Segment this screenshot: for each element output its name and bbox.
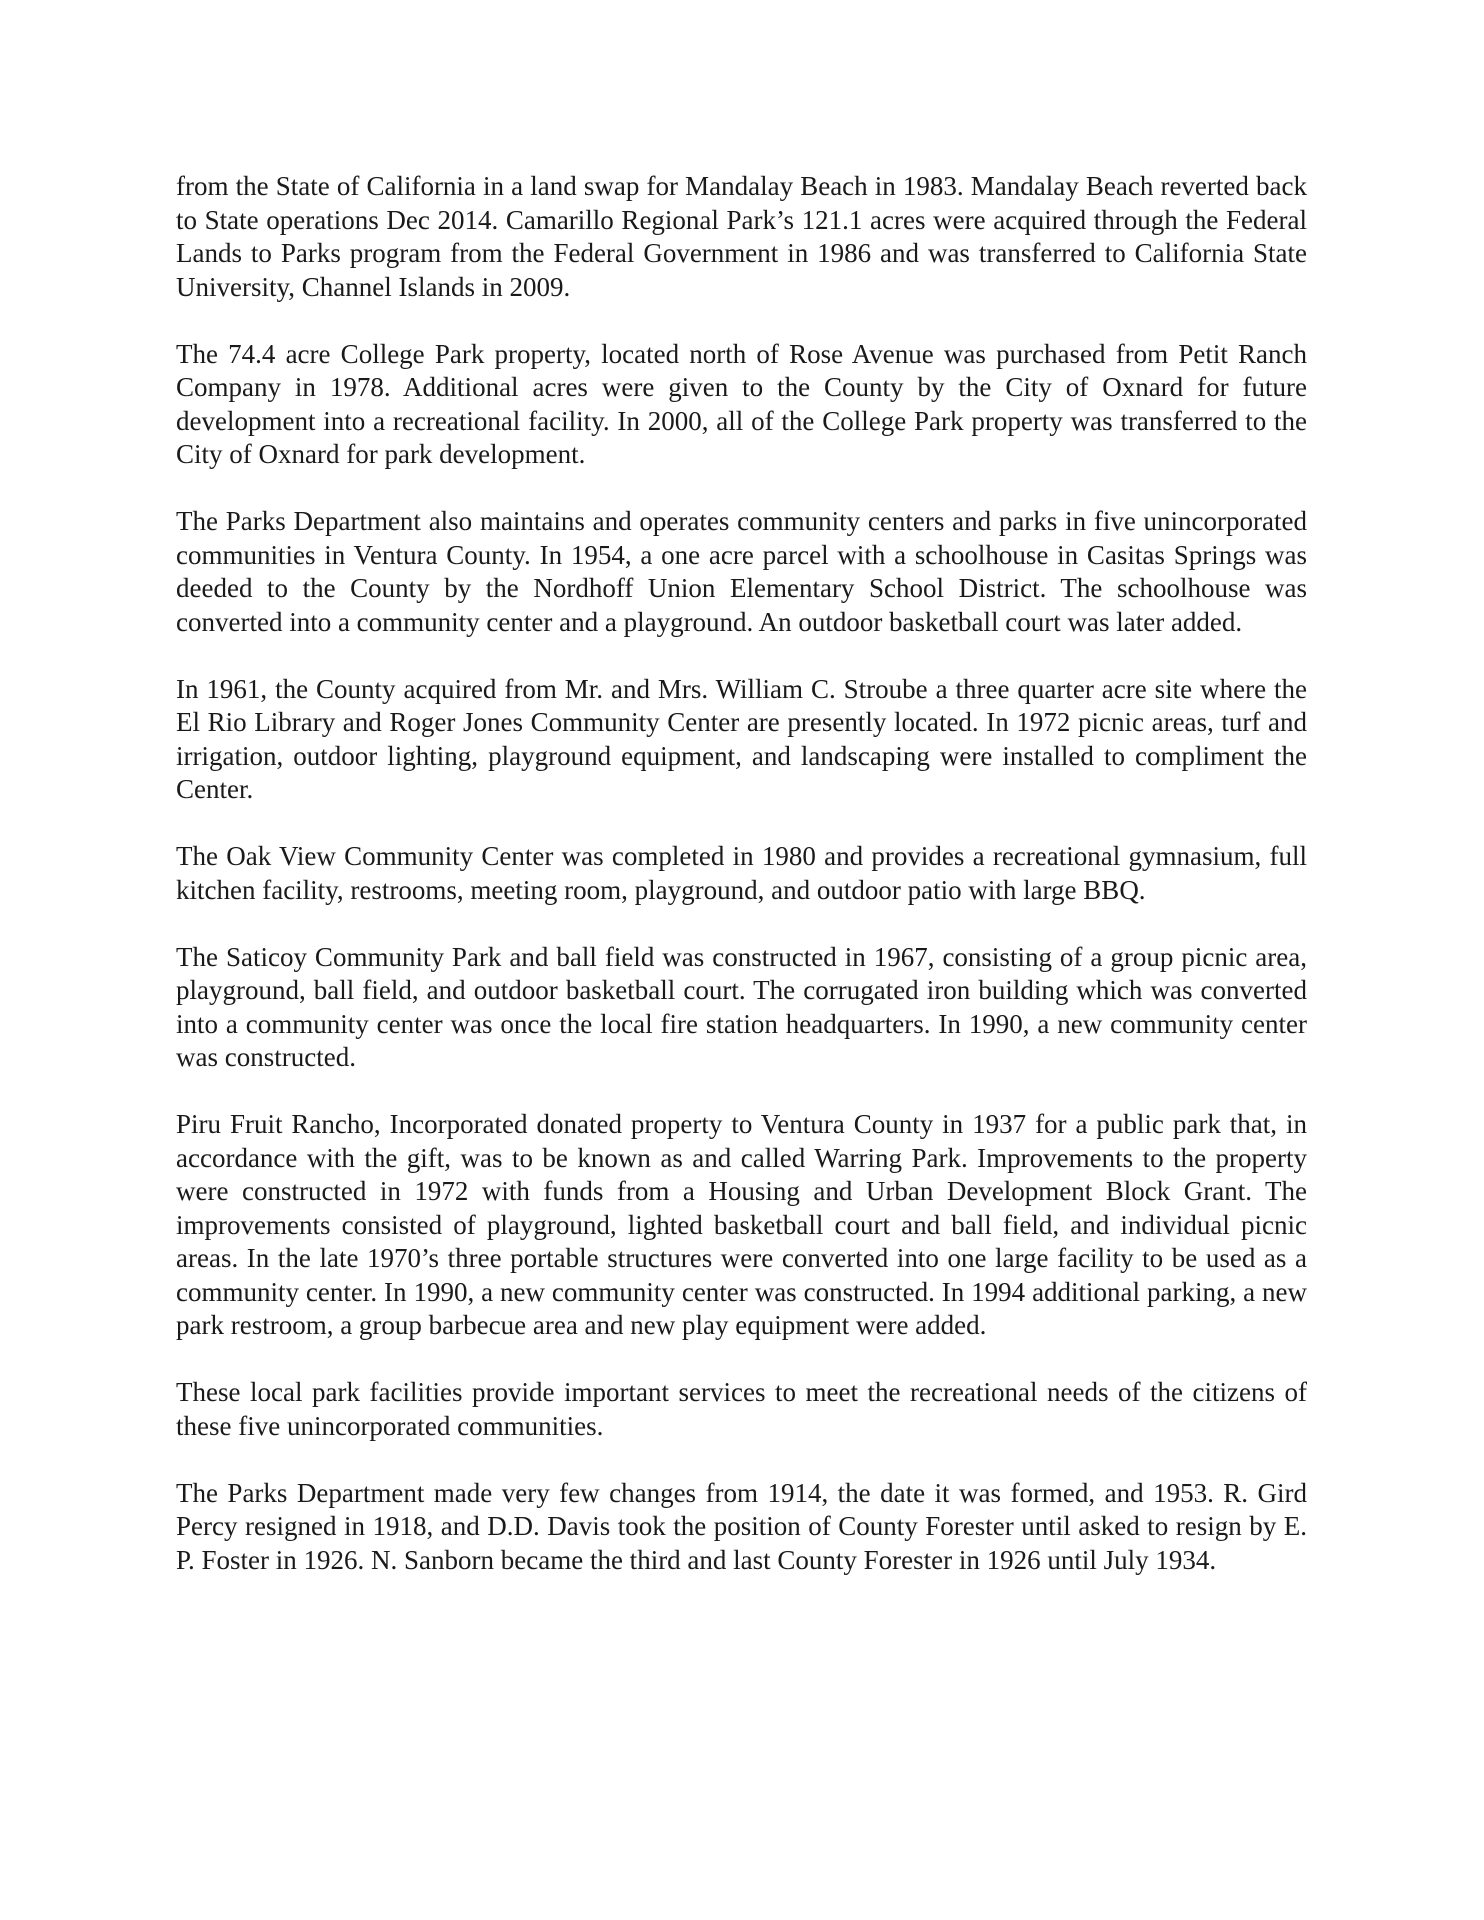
paragraph-casitas-springs: The Parks Department also maintains and operates community centers and parks in five unincorporated communities in Ventura County. In 1954, a one acre parcel with a schoolhouse in Casitas Springs was deeded to the County by the Nordhoff Union Elementary School District. The schoolhouse was converted into a community center and a playground. An outdoor basketball court was later added. [176,506,1307,637]
paragraph-el-rio: In 1961, the County acquired from Mr. and Mrs. William C. Stroube a three quarter acre site where the El Rio Library and Roger Jones Community Center are presently located. In 1972 picnic areas, turf and irrigation, outdoor lighting, playground equipment, and landscaping were installed to compliment the Center. [176,673,1307,804]
paragraph-piru: Piru Fruit Rancho, Incorporated donated property to Ventura County in 1937 for a public park that, in accordance with the gift, was to be known as and called Warring Park. Improvements to the property were constructed in 1972 with funds from a Housing and Urban Development Block Grant. The improvements consisted of playground, lighted basketball court and ball field, and individual picnic areas. In the late 1970’s three portable structures were converted into one large facility to be used as a community center. In 1990, a new community center was constructed. In 1994 additional parking, a new park restroom, a group barbecue area and new play equipment were added. [176,1109,1307,1340]
paragraph-oak-view: The Oak View Community Center was completed in 1980 and provides a recreational gymnasium, full kitchen facility, restrooms, meeting room, playground, and outdoor patio with large BBQ. [176,841,1307,905]
document-page [176,170,1307,1611]
paragraph-land-swap: from the State of California in a land swap for Mandalay Beach in 1983. Mandalay Beach reverted back to State operations Dec 2014. Camarillo Regional Park’s 121.1 acres were acquired through the Federal Lands to Parks program from the Federal Government in 1986 and was transferred to California State University, Channel Islands in 2009. [176,171,1307,302]
paragraph-local-facilities: These local park facilities provide important services to meet the recreational needs of the citizens of these five unincorporated communities. [176,1377,1307,1441]
paragraph-county-foresters: The Parks Department made very few changes from 1914, the date it was formed, and 1953. R. Gird Percy resigned in 1918, and D.D. Davis took the position of County Forester until asked to resign by E. P. Foster in 1926. N. Sanborn became the third and last County Forester in 1926 until July 1934. [176,1477,1307,1575]
paragraph-college-park: The 74.4 acre College Park property, located north of Rose Avenue was purchased from Petit Ranch Company in 1978. Additional acres were given to the County by the City of Oxnard for future development into a recreational facility. In 2000, all of the College Park property was transferred to the City of Oxnard for park development. [176,338,1307,469]
paragraph-saticoy: The Saticoy Community Park and ball field was constructed in 1967, consisting of a group picnic area, playground, ball field, and outdoor basketball court. The corrugated iron building which was converted into a community center was once the local fire station headquarters. In 1990, a new community center was constructed. [176,941,1307,1072]
